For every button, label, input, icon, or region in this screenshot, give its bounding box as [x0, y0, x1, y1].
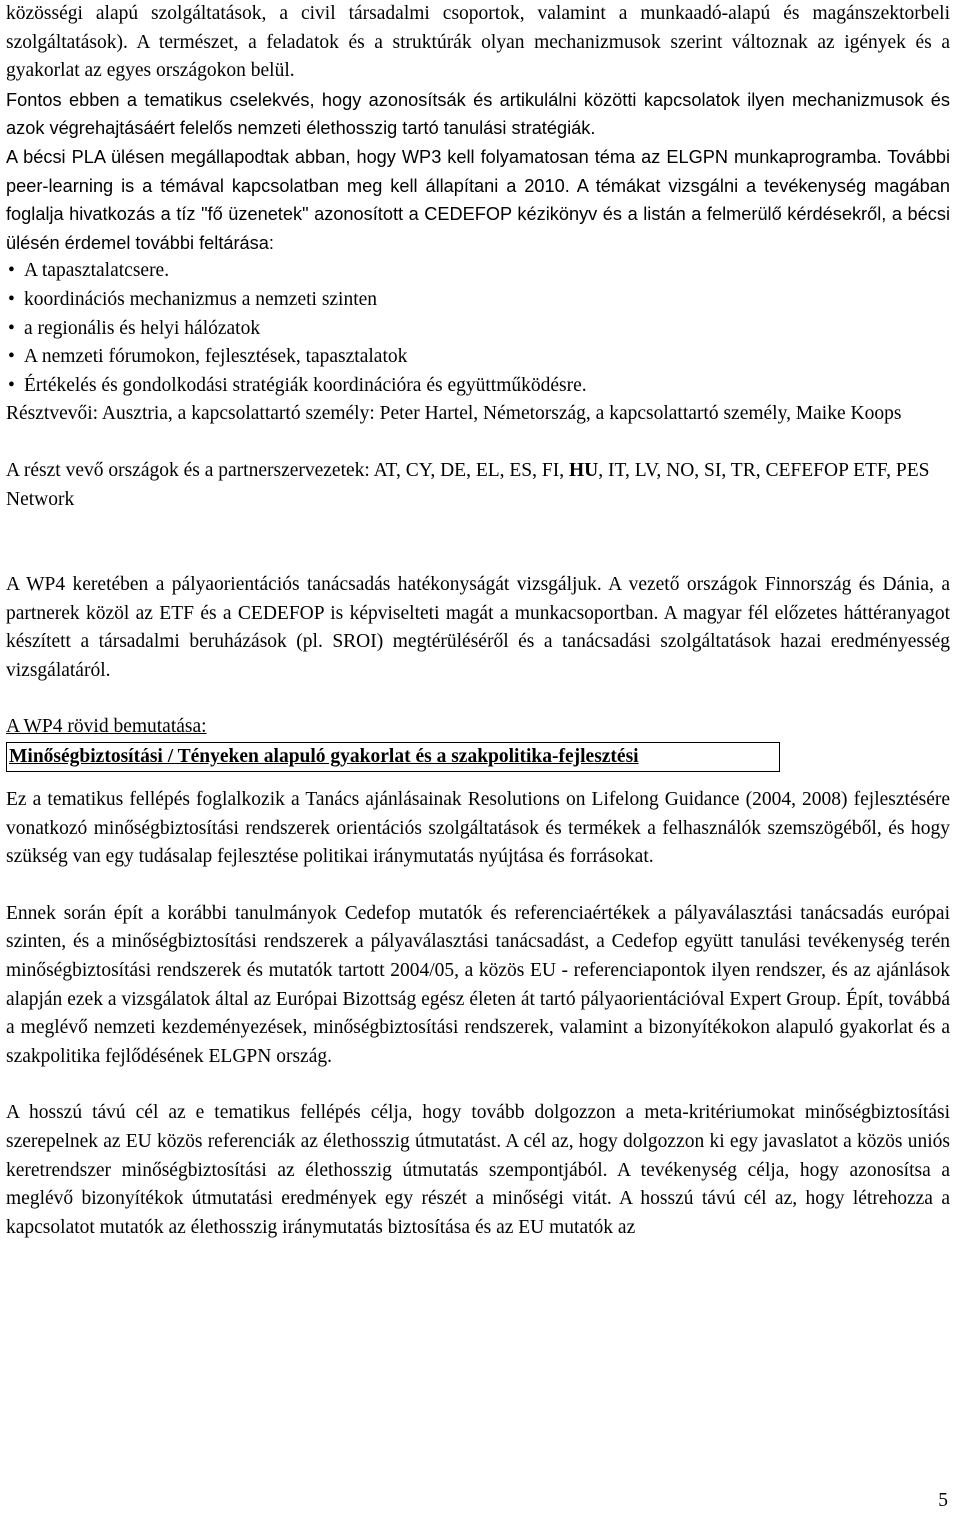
wp4-boxed-title: Minőségbiztosítási / Tényeken alapuló gyakorlat és a szakpolitika-fejlesztési: [6, 742, 780, 772]
paragraph-countries: [6, 457, 950, 514]
list-item: • Értékelés és gondolkodási stratégiák koordinációra és együttműködésre.: [6, 372, 950, 401]
countries-hu: HU: [569, 459, 599, 481]
paragraph-cedefop: Ennek során épít a korábbi tanulmányok Cedefop mutatók és referenciaértékek a pályaválasztási tanácsadás európai szinten, és a minőségbiztosítási rendszerek a pályaválasztási tanácsadást, a Cedefop együtt tanulási tevékenység terén minőségbiztosítási rendszerek és mutatók tartott 2004/05, a közös EU - referenciapontok ilyen rendszer, és az ajánlások alapján ezek a vizsgálatok által az Európai Bizottság egész életen át tartó pályaorientációval Expert Group. Épít, továbbá a meglévő nemzeti kezdeményezések, minőségbiztosítási rendszerek, valamint a bizonyítékokon alapuló gyakorlat és a szakpolitika fejlődésének ELGPN ország.: [6, 902, 950, 1067]
list-item: • a regionális és helyi hálózatok: [6, 315, 950, 344]
wp4-heading: A WP4 rövid bemutatása:: [6, 716, 207, 738]
countries-text-rest: , IT, LV, NO, SI, TR, CEFEFOP ETF, PES Network: [6, 459, 930, 510]
paragraph-pla: [6, 143, 950, 257]
paragraph-resolutions: Ez a tematikus fellépés foglalkozik a Tanács ajánlásainak Resolutions on Lifelong Guidance (2004, 2008) fejlesztésére vonatkozó minőségbiztosítási rendszerek orientációs szolgáltatások és termékek a felhasználók szemszögéből, és hogy szükség van egy tudásalap fejlesztése politikai iránymutatás nyújtása és forrásokat.: [6, 789, 950, 868]
paragraph-wp4-intro: A WP4 keretében a pályaorientációs tanácsadás hatékonyságát vizsgáljuk. A vezető országok Finnország és Dánia, a partnerek közöl az ETF és a CEDEFOP is képviselteti magát a munkacsoportban. A magyar fél előzetes háttéranyagot készített a társadalmi beruházások (pl. SROI) megtérüléséről és a tanácsadási szolgáltatások hazai eredményesség vizsgálatáról.: [6, 574, 950, 681]
page-number: 5: [938, 1490, 948, 1511]
wp4-title-box: [6, 742, 950, 772]
paragraph-intro: közösségi alapú szolgáltatások, a civil társadalmi csoportok, valamint a munkaadó-alapú és magánszektorbeli szolgáltatások). A természet, a feladatok és a struktúrák olyan mechanizmusok szerint változnak az igények és a gyakorlat az egyes országokon belül.: [6, 3, 950, 82]
countries-text: A részt vevő országok és a partnerszervezetek: AT, CY, DE, EL, ES, FI,: [6, 459, 569, 481]
topic-bullet-list: [6, 257, 950, 400]
list-item: • A nemzeti fórumokon, fejlesztések, tapasztalatok: [6, 343, 950, 372]
paragraph-participants: Résztvevői: Ausztria, a kapcsolattartó személy: Peter Hartel, Németország, a kapcsolattartó személy, Maike Koops: [6, 403, 902, 425]
topics-sentence: A témákat vizsgálni a tevékenység magában foglalja hivatkozás a tíz "fő üzenetek" azonosított a CEDEFOP kézikönyv és a listán a felmerülő kérdésekről, a bécsi ülésén érdemel további feltárása:: [6, 175, 950, 253]
list-item: • A tapasztalatcsere.: [6, 257, 950, 286]
pla-sentence: A bécsi PLA ülésen megállapodtak abban, hogy WP3 kell folyamatosan téma az ELGPN munkaprogramba. További peer-learning is a témával kapcsolatban meg kell állapítani a 2010.: [6, 146, 950, 196]
paragraph-long-term: A hosszú távú cél az e tematikus fellépés célja, hogy tovább dolgozzon a meta-kritériumokat minőségbiztosítási szerepelnek az EU közös referenciák az élethosszig útmutatást. A cél az, hogy dolgozzon ki egy javaslatot a közös uniós keretrendszer minőségbiztosítási az élethosszig útmutatás szempontjából. A tevékenység célja, hogy azonosítsa a meglévő bizonyítékok útmutatási eredmények egy részét a minőségi vitát. A hosszú távú cél az, hogy létrehozza a kapcsolatot mutatók az élethosszig iránymutatás biztosítása és az EU mutatók az: [6, 1102, 950, 1238]
document-page: [6, 0, 950, 1242]
list-item: • koordinációs mechanizmus a nemzeti szinten: [6, 286, 950, 315]
paragraph-fontos: Fontos ebben a tematikus cselekvés, hogy azonosítsák és artikulálni közötti kapcsolatok ilyen mechanizmusok és azok végrehajtásáért felelős nemzeti élethosszig tartó tanulási stratégiák.: [6, 89, 950, 139]
